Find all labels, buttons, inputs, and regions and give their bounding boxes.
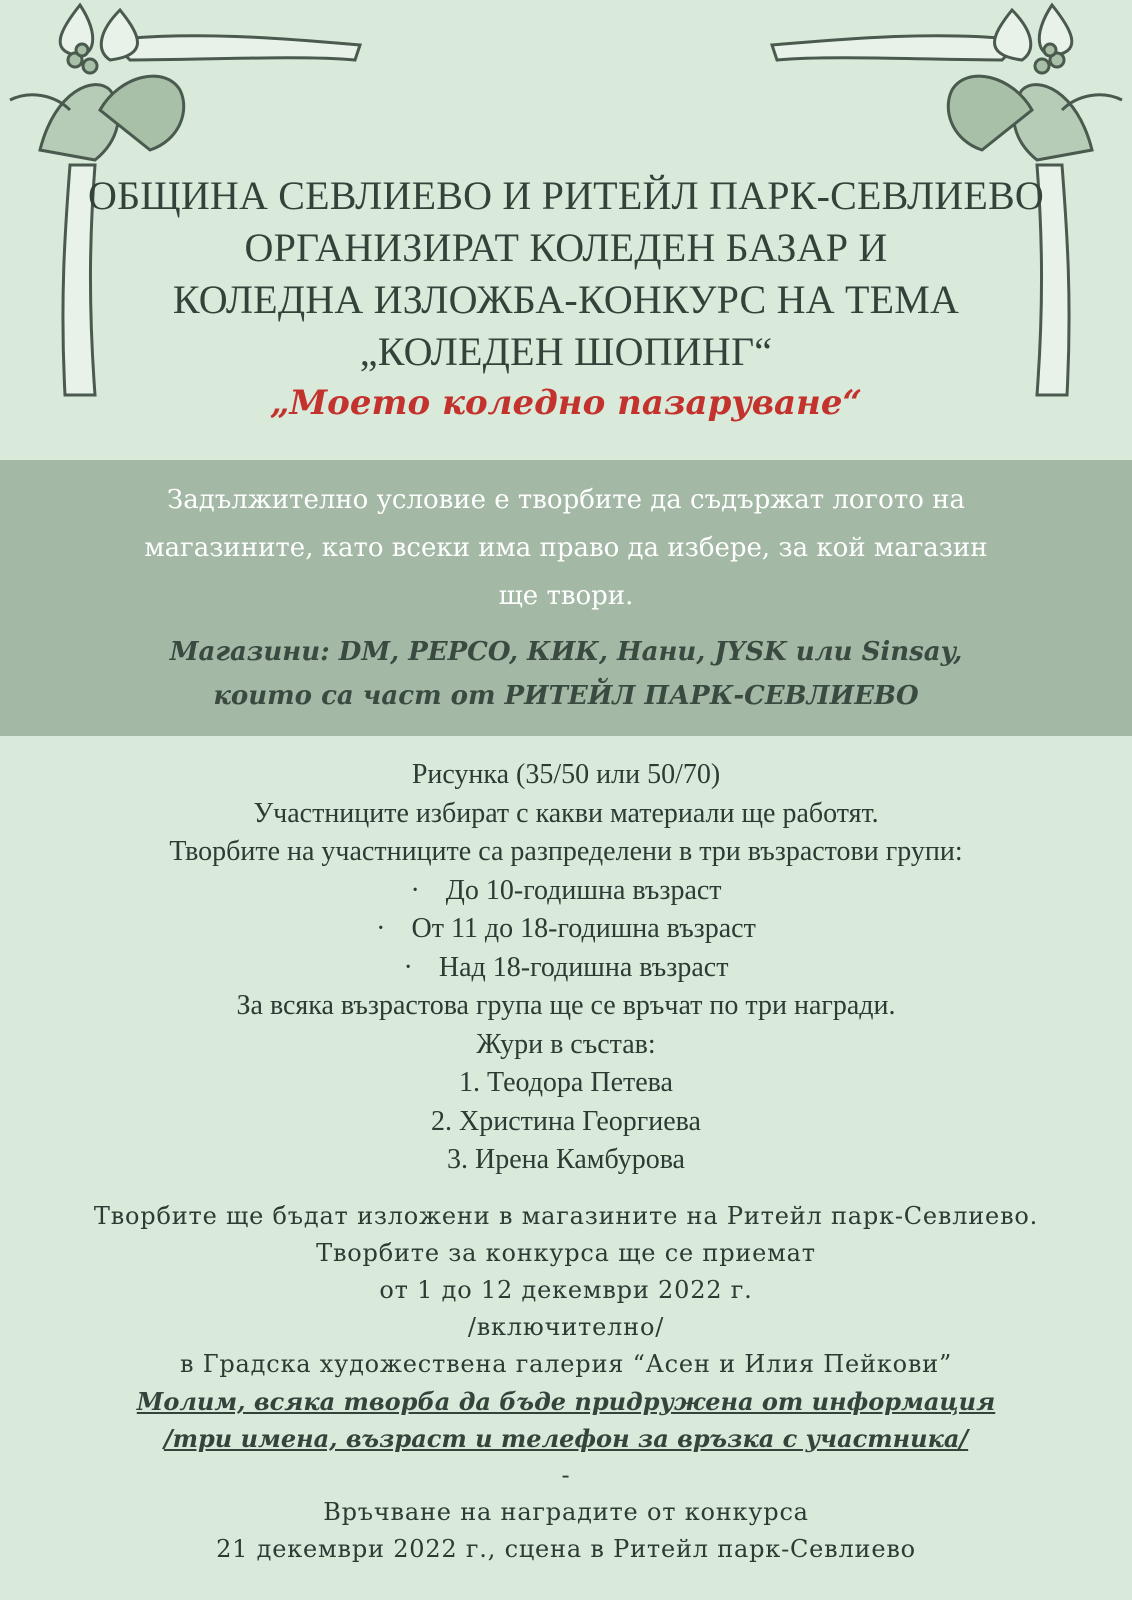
condition-line-3: ще твори. (498, 581, 634, 611)
condition-line-2: магазините, като всеки има право да избере, за кой магазин (144, 533, 988, 563)
jury-title: Жури в състав: (476, 1028, 656, 1060)
title-line-4: „КОЛЕДЕН ШОПИНГ“ (359, 329, 773, 374)
accepted-text: Творбите за конкурса ще се приемат (316, 1239, 816, 1267)
title-line-1: ОБЩИНА СЕВЛИЕВО И РИТЕЙЛ ПАРК-СЕВЛИЕВО (88, 173, 1044, 218)
note-line-2: /три имена, възраст и телефон за връзка с участника/ (163, 1424, 969, 1453)
jury-member-1: 1. Теодора Петева (459, 1067, 673, 1098)
groups-intro: Творбите на участниците са разпределени в три възрастови групи: (169, 836, 963, 867)
stores-line-2: които са част от РИТЕЙЛ ПАРК-СЕВЛИЕВО (213, 681, 919, 711)
condition-text (0, 460, 1132, 620)
title-line-3: КОЛЕДНА ИЗЛОЖБА-КОНКУРС НА ТЕМА (172, 277, 960, 322)
materials-text: Участниците избират с какви материали ще работят. (253, 797, 879, 829)
jury-member-3: 3. Ирена Камбурова (447, 1144, 685, 1175)
age-group-3: · Над 18-годишна възраст (0, 949, 1132, 988)
title-line-2: ОРГАНИЗИРАТ КОЛЕДЕН БАЗАР И (244, 225, 888, 270)
condition-band (0, 460, 1132, 736)
exhibit-text: Творбите ще бъдат изложени в магазините на Ритейл парк-Севлиево. (93, 1202, 1039, 1230)
inclusive-text: /включително/ (467, 1313, 665, 1341)
submission-info (0, 1198, 1132, 1568)
separator-dash: - (561, 1461, 571, 1489)
prizes-text: За всяка възрастова група ще се връчат по три награди. (236, 990, 896, 1021)
drawing-size: Рисунка (35/50 или 50/70) (411, 759, 721, 790)
age-group-1: · До 10-годишна възраст (0, 872, 1132, 911)
stores-text (0, 630, 1132, 718)
note-line-1: Молим, всяка творба да бъде придружена от информация (136, 1387, 996, 1416)
contest-details (0, 756, 1132, 1180)
award-date: 21 декември 2022 г., сцена в Ритейл парк-Севлиево (216, 1535, 916, 1563)
award-title: Връчване на наградите от конкурса (323, 1498, 809, 1526)
poster-header (0, 170, 1132, 428)
jury-member-2: 2. Христина Георгиева (431, 1105, 701, 1137)
place-text: в Градска художествена галерия “Асен и Илия Пейкови” (179, 1350, 953, 1378)
dates-text: от 1 до 12 декември 2022 г. (379, 1276, 753, 1304)
contest-subtitle: „Моето коледно пазаруване“ (269, 383, 863, 423)
condition-line-1: Задължително условие е творбите да съдържат логото на (167, 485, 965, 515)
stores-line-1: Магазини: DM, PEPCO, КИК, Нани, JYSK или Sinsay, (169, 637, 963, 667)
age-group-2: · От 11 до 18-годишна възраст (0, 910, 1132, 949)
